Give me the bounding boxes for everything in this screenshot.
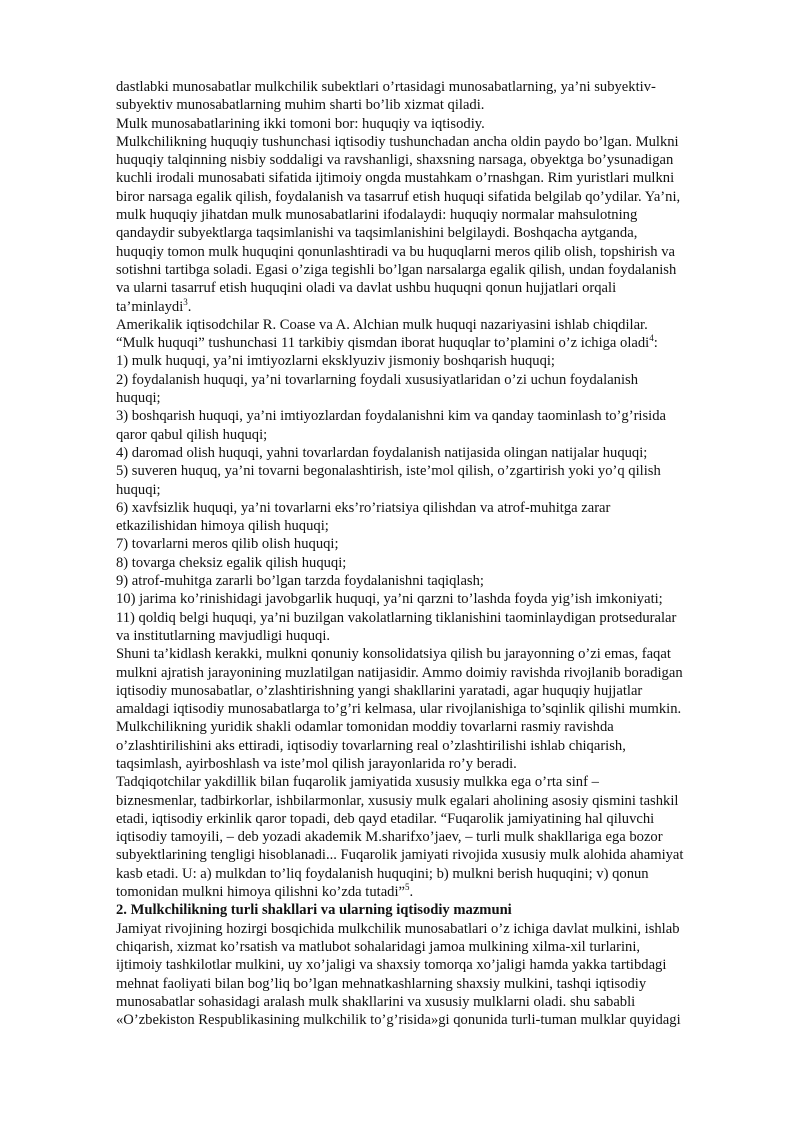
list-item-continuation: qaror qabul qilish huquqi; xyxy=(116,426,268,443)
list-item: 7) tovarlarni meros qilib olish huquqi; xyxy=(116,536,339,553)
section-heading: 2. Mulkchilikning turli shakllari va ularning iqtisodiy mazmuni xyxy=(116,902,512,919)
text-line: o’zlashtirilishini aks ettiradi, iqtisodiy tovarlarning real o’zlashtirilishi ishlab chiqarish, xyxy=(116,737,626,754)
text-line: subyektlarining tengligi hisoblanadi... Fuqarolik jamiyati rivojida xususiy mulk alohida ahamiyat xyxy=(116,847,684,864)
footnote-ref: 3 xyxy=(183,296,188,307)
text-line: Mulkchilikning huquqiy tushunchasi iqtisodiy tushunchadan ancha oldin paydo bo’lgan. Mulkni xyxy=(116,133,679,150)
text-line: Jamiyat rivojining hozirgi bosqichida mulkchilik munosabatlari o’z ichiga davlat mulkini, ishlab xyxy=(116,920,680,937)
document-body xyxy=(116,78,746,1029)
text-line: mehnat faoliyati bilan bog’liq bo’lgan mehnatkashlarning shaxsiy mulkini, tashqi iqtisodiy xyxy=(116,975,647,992)
list-item-continuation: huquqi; xyxy=(116,390,161,407)
punctuation: : xyxy=(653,335,658,352)
text-line: biror narsaga egalik qilish, foydalanish va tasarruf etish huquqi sifatida belgilab qo’ydilar. Ya’ni, xyxy=(116,188,681,205)
list-item: 11) qoldiq belgi huquqi, ya’ni buzilgan vakolatlarning tiklanishini taominlaydigan protseduralar xyxy=(116,609,677,626)
text-line: amaldagi iqtisodiy munosabatlarga to’g’ri kelmasa, ular rivojlanishiga to’sqinlik qilishi mumkin. xyxy=(116,701,682,718)
list-item-continuation: va institutlarning mavjudligi huquqi. xyxy=(116,627,331,644)
text-line: Mulkchilikning yuridik shakli odamlar tomonidan moddiy tovarlarni rasmiy ravishda xyxy=(116,719,614,736)
text-line: subyektiv munosabatlarning muhim sharti bo’lib xizmat qiladi. xyxy=(116,97,485,114)
list-item-continuation: huquqi; xyxy=(116,481,161,498)
text-fragment: ta’minlaydi xyxy=(116,298,184,315)
text-line: chiqarish, xizmat ko’rsatish va matlubot sohalaridagi jamoa mulkining xilma-xil turlarini, xyxy=(116,938,641,955)
list-item: 1) mulk huquqi, ya’ni imtiyozlarni eksklyuziv jismoniy boshqarish huquqi; xyxy=(116,353,555,370)
text-line: ijtimoiy tashkilotlar mulkini, uy xo’jaligi va shaxsiy tomorqa xo’jaligi hamda yakka tartibdagi xyxy=(116,957,667,974)
list-item: 2) foydalanish huquqi, ya’ni tovarlarning foydali xususiyatlaridan o’zi uchun foydalanish xyxy=(116,371,639,388)
text-line: mulk huquqiy jihatdan mulk munosabatlarini ifodalaydi: huquqiy normalar mahsulotning xyxy=(116,207,638,224)
text-line-with-footnote xyxy=(116,298,746,316)
list-item: 8) tovarga cheksiz egalik qilish huquqi; xyxy=(116,554,347,571)
text-line: dastlabki munosabatlar mulkchilik subektlari o’rtasidagi munosabatlarning, ya’ni subyektiv- xyxy=(116,79,656,95)
text-line: sotishni tartibga soladi. Egasi o’ziga tegishli bo’lgan narsalarga egalik qilish, undan foydalanish xyxy=(116,261,677,278)
text-line: Shuni ta’kidlash kerakki, mulkni qonuniy konsolidatsiya qilish bu jarayonning o’zi emas, faqat xyxy=(116,646,671,663)
text-line: Amerikalik iqtisodchilar R. Coase va A. Alchian mulk huquqi nazariyasini ishlab chiqdilar. xyxy=(116,316,648,333)
text-line: va ularni tasarruf etish huquqini oladi va davlat ushbu huquqni qonun hujjatlari orqali xyxy=(116,280,617,297)
list-item: 4) daromad olish huquqi, yahni tovarlardan foydalanish natijasida olingan natijalar huquqi; xyxy=(116,444,648,461)
text-line: biznesmenlar, tadbirkorlar, ishbilarmonlar, xususiy mulk egalari aholining asosiy qismini tashkil xyxy=(116,792,679,809)
text-line: qandaydir subyektlarga taqsimlanishi va taqsimlanishini belgilaydi. Boshqacha aytganda, xyxy=(116,225,638,242)
text-line: kasb etadi. U: a) mulkdan to’liq foydalanish huquqini; b) mulkni berish huquqini; v) qonun xyxy=(116,865,649,882)
text-fragment: “Mulk huquqi” tushunchasi 11 tarkibiy qismdan iborat huquqlar to’plamini o’z ichiga oladi xyxy=(116,335,650,352)
text-line: huquqiy talqinning nisbiy soddaligi va ravshanligi, shaxsning narsaga, obyektga bo’ysunadigan xyxy=(116,152,674,169)
text-line: taqsimlash, ayirboshlash va iste’mol qilish jarayonlarida ro’y beradi. xyxy=(116,755,517,772)
text-line: huquqiy tomon mulk huquqini qonunlashtiradi va bu huquqlarni meros qilib olish, topshirish va xyxy=(116,243,675,260)
text-line-with-footnote xyxy=(116,334,746,352)
text-line: iqtisodiy tamoyili, – deb yozadi akademik M.sharifxo’jaev, – turli mulk shakllariga ega bozor xyxy=(116,829,663,846)
text-line: mulkni ajratish jarayonining muzlatilgan natijasidir. Ammo doimiy ravishda rivojlanib boradigan xyxy=(116,664,683,681)
list-item: 10) jarima ko’rinishidagi javobgarlik huquqi, ya’ni qarzni to’lashda foyda yig’ish imkoniyati; xyxy=(116,591,663,608)
text-line: Tadqiqotchilar yakdillik bilan fuqarolik jamiyatida xususiy mulkka ega o’rta sinf – xyxy=(116,774,599,791)
text-line: iqtisodiy munosabatlar, o’zlashtirishning yangi shakllarini yaratadi, agar huquqiy hujjatlar xyxy=(116,682,643,699)
footnote-ref: 5 xyxy=(405,882,410,893)
text-line: «O’zbekiston Respublikasining mulkchilik to’g’risida»gi qonunida turli-tuman mulklar quyidagi xyxy=(116,1012,681,1029)
list-item: 3) boshqarish huquqi, ya’ni imtiyozlardan foydalanishni kim va qanday taominlash to’g’risida xyxy=(116,408,666,425)
list-item: 9) atrof-muhitga zararli bo’lgan tarzda foydalanishni taqiqlash; xyxy=(116,573,484,590)
punctuation: . xyxy=(409,884,414,901)
text-line: etadi, iqtisodiy erkinlik qaror topadi, deb qayd etadilar. “Fuqarolik jamiyatining hal qiluvchi xyxy=(116,810,655,827)
list-item-continuation: etkazilishidan himoya qilish huquqi; xyxy=(116,518,329,535)
text-line: munosabatlar sohasidagi aralash mulk shakllarini va xususiy mulklarni oladi. shu sababli xyxy=(116,993,636,1010)
text-fragment: tomonidan mulkni himoya qilishni ko’zda tutadi” xyxy=(116,884,405,901)
footnote-ref: 4 xyxy=(649,333,654,344)
text-line: kuchli irodali munosabati sifatida ijtimoiy ongda mustahkam o’rnashgan. Rim yuristlari mulkni xyxy=(116,170,675,187)
list-item: 6) xavfsizlik huquqi, ya’ni tovarlarni eks’ro’riatsiya qilishdan va atrof-muhitga zarar xyxy=(116,499,611,516)
list-item: 5) suveren huquq, ya’ni tovarni begonalashtirish, iste’mol qilish, o’zgartirish yoki yo’q qilish xyxy=(116,463,661,480)
text-line: Mulk munosabatlarining ikki tomoni bor: huquqiy va iqtisodiy. xyxy=(116,115,485,132)
punctuation: . xyxy=(187,298,192,315)
text-line-with-footnote xyxy=(116,883,746,901)
